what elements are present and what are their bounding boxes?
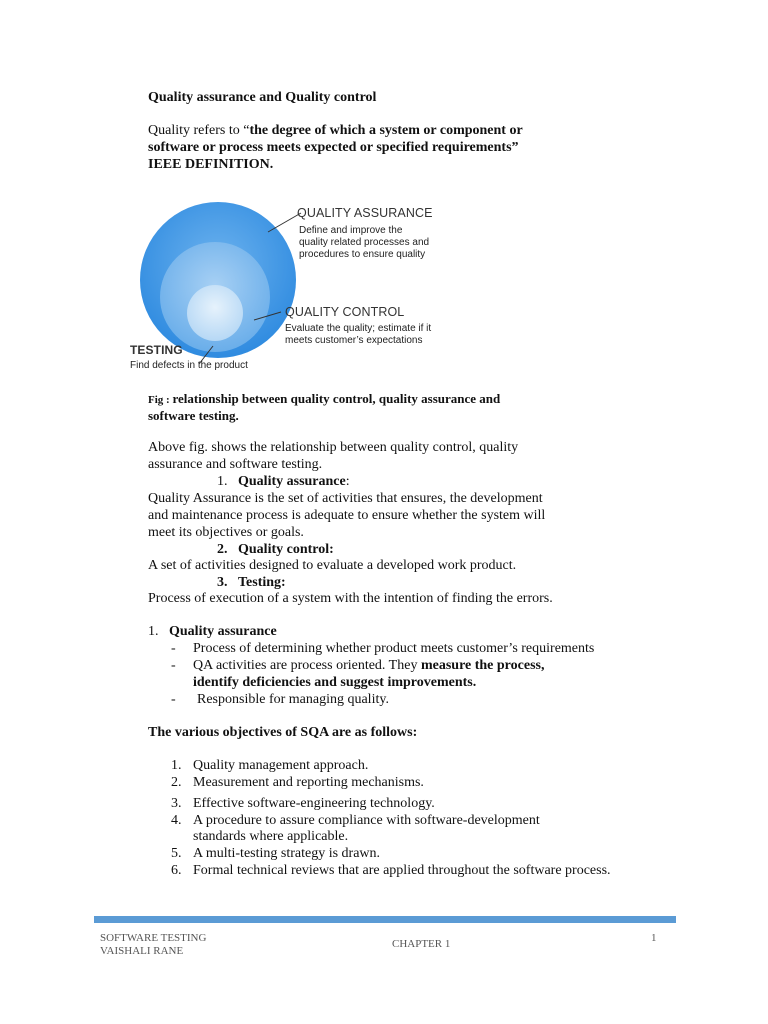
objective-4-cont: standards where applicable.: [193, 829, 349, 844]
objective-3-num: 3.: [171, 796, 182, 811]
def-2-heading: 2. Quality control:: [217, 542, 334, 557]
qa-desc-3: procedures to ensure quality: [299, 249, 426, 260]
testing-label: TESTING: [130, 343, 183, 357]
objective-6: Formal technical reviews that are applied throughout the software process.: [193, 863, 611, 878]
objective-1: Quality management approach.: [193, 758, 369, 773]
qa-section-heading: 1. Quality assurance: [148, 624, 277, 639]
def-1-text-2: and maintenance process is adequate to ensure whether the system will: [148, 508, 546, 523]
objective-5: A multi-testing strategy is drawn.: [193, 846, 381, 861]
page-title: Quality assurance and Quality control: [148, 90, 377, 105]
figure-caption-line-2: software testing.: [148, 408, 239, 423]
qa-bullet-dash-3: -: [171, 692, 176, 707]
objective-5-num: 5.: [171, 846, 182, 861]
def-1-text-3: meet its objectives or goals.: [148, 525, 304, 540]
qa-label: QUALITY ASSURANCE: [297, 206, 433, 220]
definition-line-3: IEEE DEFINITION.: [148, 157, 274, 172]
objective-4: A procedure to assure compliance with software-development: [193, 813, 540, 828]
def-2-text-1: A set of activities designed to evaluate a developed work product.: [148, 558, 517, 573]
qa-bullet-2-cont: identify deficiencies and suggest improvements.: [193, 675, 477, 690]
objectives-heading: The various objectives of SQA are as follows:: [148, 725, 418, 740]
qc-desc-1: Evaluate the quality; estimate if it: [285, 323, 432, 334]
objective-1-num: 1.: [171, 758, 182, 773]
qa-bullet-dash-1: -: [171, 641, 176, 656]
intro-line-2: assurance and software testing.: [148, 457, 323, 472]
qa-bullet-1: Process of determining whether product meets customer’s requirements: [193, 641, 595, 656]
footer-author: VAISHALI RANE: [100, 945, 184, 957]
definition-line-1: Quality refers to “the degree of which a system or component or: [148, 123, 523, 138]
footer-chapter: CHAPTER 1: [392, 938, 451, 950]
figure-caption-line-1: Fig : relationship between quality control, quality assurance and: [148, 391, 501, 406]
page-number: 1: [651, 932, 657, 944]
qa-bullet-dash-2: -: [171, 658, 176, 673]
qc-desc-2: meets customer’s expectations: [285, 335, 423, 346]
objective-2: Measurement and reporting mechanisms.: [193, 775, 424, 790]
qc-label: QUALITY CONTROL: [285, 305, 405, 319]
def-3-text-1: Process of execution of a system with the intention of finding the errors.: [148, 591, 553, 606]
def-3-heading: 3. Testing:: [217, 575, 286, 590]
qa-desc-1: Define and improve the: [299, 225, 403, 236]
objective-4-num: 4.: [171, 813, 182, 828]
def-1-heading: 1. Quality assurance:: [217, 474, 350, 489]
objective-2-num: 2.: [171, 775, 182, 790]
objective-6-num: 6.: [171, 863, 182, 878]
qa-bullet-2: QA activities are process oriented. They measure the process,: [193, 658, 545, 673]
qa-desc-2: quality related processes and: [299, 237, 430, 248]
objective-3: Effective software-engineering technology.: [193, 796, 435, 811]
testing-desc: Find defects in the product: [130, 360, 248, 371]
def-1-text-1: Quality Assurance is the set of activities that ensures, the development: [148, 491, 543, 506]
definition-line-2: software or process meets expected or specified requirements”: [148, 140, 519, 155]
qa-qc-testing-diagram: [96, 188, 446, 378]
testing-circle: [187, 285, 243, 341]
footer-course: SOFTWARE TESTING: [100, 932, 207, 944]
intro-line-1: Above fig. shows the relationship between quality control, quality: [148, 440, 519, 455]
footer-divider: [94, 916, 676, 923]
qa-bullet-3: Responsible for managing quality.: [197, 692, 389, 707]
